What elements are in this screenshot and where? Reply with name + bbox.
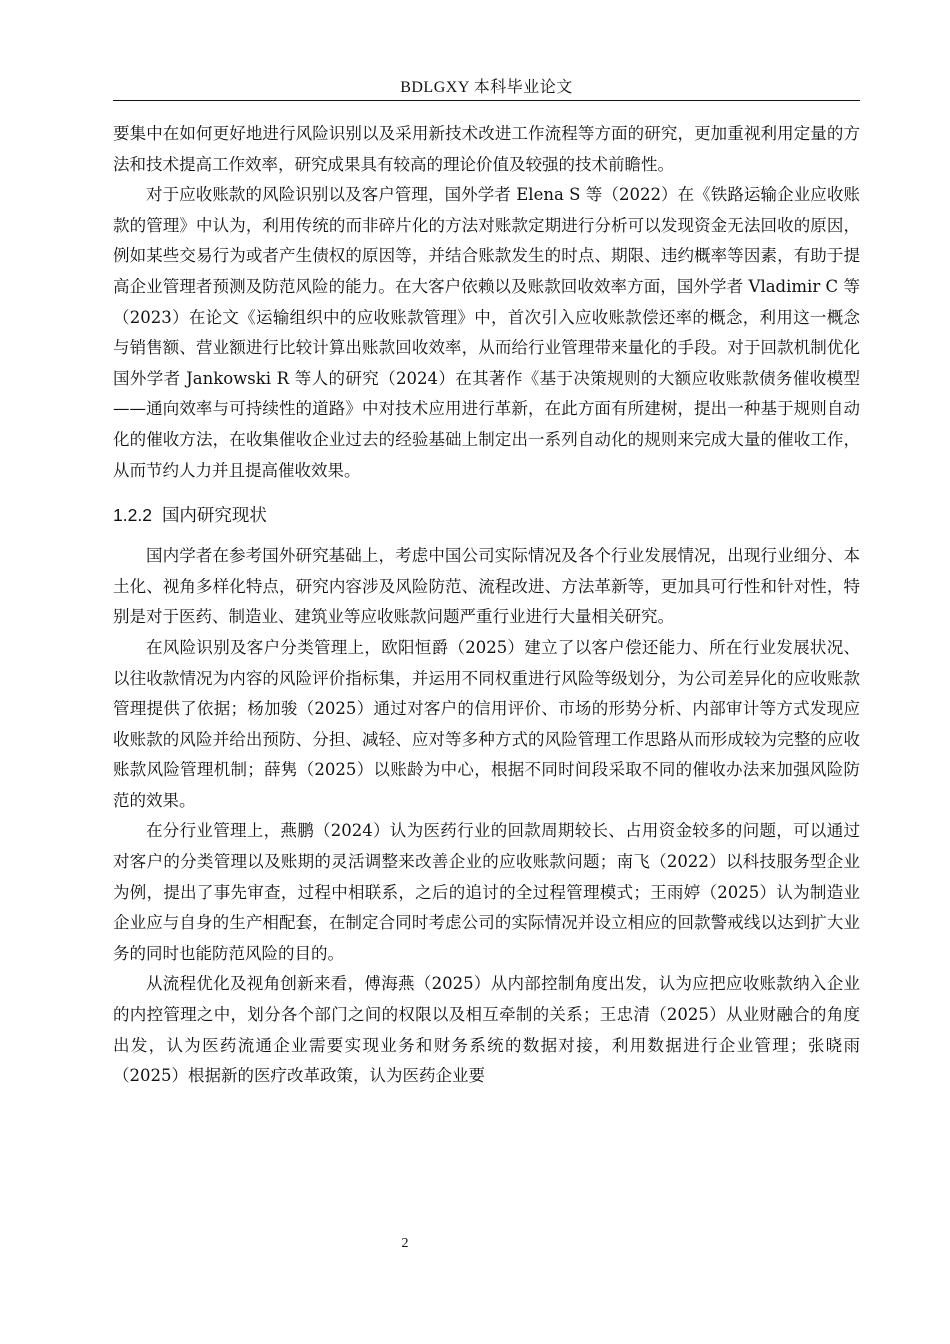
page-header-title: BDLGXY 本科毕业论文 <box>400 79 573 96</box>
section-number: 1.2.2 <box>113 505 152 526</box>
paragraph-industry-management: 在分行业管理上，燕鹏（2024）认为医药行业的回款周期较长、占用资金较多的问题，可以通过对客户的分类管理以及账期的灵活调整来改善企业的应收账款问题；南飞（2022）以科技服务型企业为例，提出了事先审查，过程中相联系，之后的追讨的全过程管理模式；王雨婷（2025）认为制造业企业应与自身的生产相配套，在制定合同时考虑公司的实际情况并设立相应的回款警戒线以达到扩大业务的同时也能防范风险的目的。 <box>113 821 860 963</box>
header-rule <box>113 100 860 101</box>
section-heading <box>113 500 860 531</box>
paragraph-foreign-research: 对于应收账款的风险识别以及客户管理，国外学者 Elena S 等（2022）在《铁路运输企业应收账款的管理》中认为，利用传统的而非碎片化的方法对账款定期进行分析可以发现资金无法回收的原因，例如某些交易行为或者产生债权的原因等，并结合账款发生的时点、期限、违约概率等因素，有助于提高企业管理者预测及防范风险的能力。在大客户依赖以及账款回收效率方面，国外学者 Vladimir C 等（2023）在论文《运输组织中的应收账款管理》中，首次引入应收账款偿还率的概念，利用这一概念与销售额、营业额进行比较计算出账款回收效率，从而给行业管理带来量化的手段。对于回款机制优化国外学者 Jankowski R 等人的研究（2024）在其著作《基于决策规则的大额应收账款债务催收模型——通向效率与可持续性的道路》中对技术应用进行革新，在此方面有所建树，提出一种基于规则自动化的催收方法，在收集催收企业过去的经验基础上制定出一系列自动化的规则来完成大量的催收工作，从而节约人力并且提高催收效果。 <box>113 185 860 480</box>
paragraph-risk-identification: 在风险识别及客户分类管理上，欧阳恒爵（2025）建立了以客户偿还能力、所在行业发展状况、以往收款情况为内容的风险评价指标集，并运用不同权重进行风险等级划分，为公司差异化的应收账款管理提供了依据；杨加骏（2025）通过对客户的信用评价、市场的形势分析、内部审计等方式发现应收账款的风险并给出预防、分担、减轻、应对等多种方式的风险管理工作思路从而形成较为完整的应收账款风险管理机制；薛隽（2025）以账龄为中心，根据不同时间段采取不同的催收办法来加强风险防范的效果。 <box>113 637 860 810</box>
page-body <box>113 119 860 1092</box>
page-number: 2 <box>401 1236 409 1251</box>
paragraph-process-optimization: 从流程优化及视角创新来看，傅海燕（2025）从内部控制角度出发，认为应把应收账款纳入企业的内控管理之中，划分各个部门之间的权限以及相互牵制的关系；王忠清（2025）从业财融合的角度出发，认为医药流通企业需要实现业务和财务系统的数据对接，利用数据进行企业管理；张晓雨（2025）根据新的医疗改革政策，认为医药企业要 <box>113 974 860 1086</box>
section-title: 国内研究现状 <box>161 506 267 527</box>
paragraph-continued: 要集中在如何更好地进行风险识别以及采用新技术改进工作流程等方面的研究，更加重视利用定量的方法和技术提高工作效率，研究成果具有较高的理论价值及较强的技术前瞻性。 <box>113 124 860 174</box>
paragraph-domestic-overview: 国内学者在参考国外研究基础上，考虑中国公司实际情况及各个行业发展情况，出现行业细分、本土化、视角多样化特点，研究内容涉及风险防范、流程改进、方法革新等，更加具可行性和针对性，特别是对于医药、制造业、建筑业等应收账款问题严重行业进行大量相关研究。 <box>113 546 860 627</box>
